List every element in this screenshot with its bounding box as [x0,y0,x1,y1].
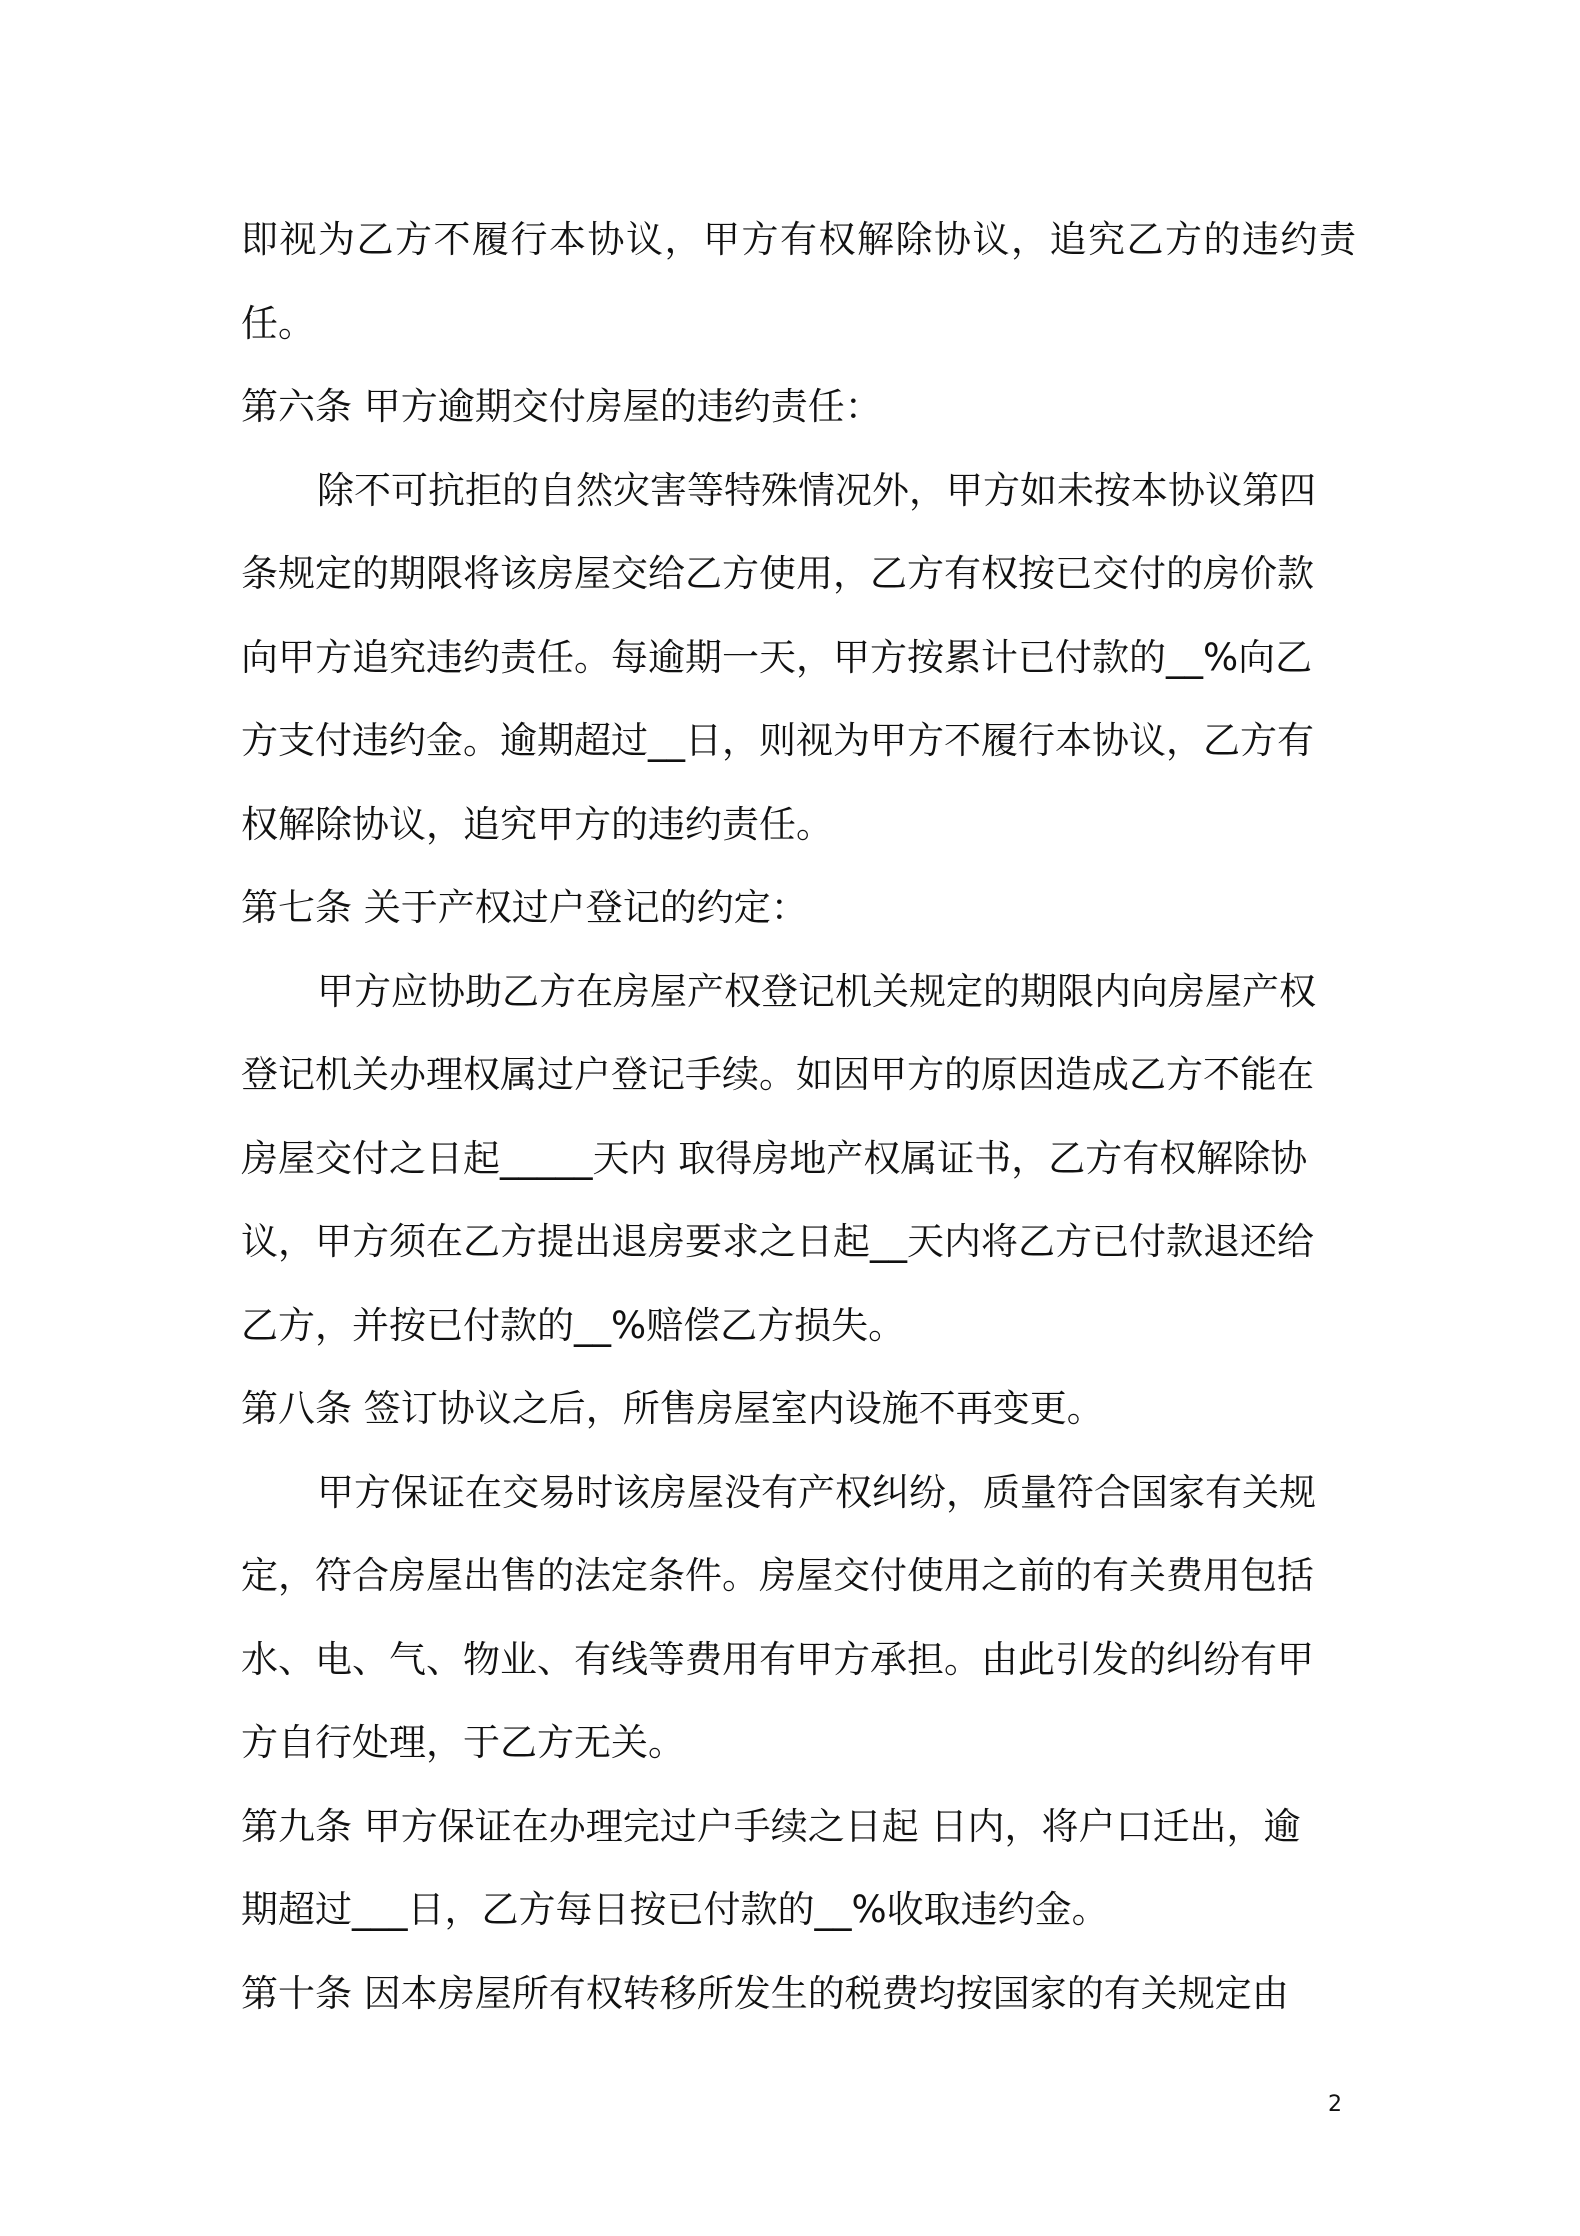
article-heading-9: 第九条 甲方保证在办理完过户手续之日起 日内，将户口迁出，逾 [241,1804,1301,1848]
text-line: 方支付违约金。逾期超过__日，则视为甲方不履行本协议，乙方有 [241,719,1314,762]
article-heading-8: 第八条 签订协议之后，所售房屋室内设施不再变更。 [241,1387,1104,1430]
text-line: 期超过___日，乙方每日按已付款的__%收取违约金。 [241,1888,1109,1931]
text-line: 任。 [241,301,315,345]
page-number: 2 [1328,2092,1342,2117]
text-line: 甲方保证在交易时该房屋没有产权纠纷，质量符合国家有关规 [317,1470,1316,1514]
article-heading-7: 第七条 关于产权过户登记的约定： [241,886,808,929]
text-line: 条规定的期限将该房屋交给乙方使用，乙方有权按已交付的房价款 [241,552,1314,595]
article-heading-10: 第十条 因本房屋所有权转移所发生的税费均按国家的有关规定由 [241,1971,1289,2015]
document-body [241,198,1358,2035]
text-line: 方自行处理，于乙方无关。 [241,1721,685,1764]
text-line: 水、电、气、物业、有线等费用有甲方承担。由此引发的纠纷有甲 [241,1637,1314,1681]
text-line: 定，符合房屋出售的法定条件。房屋交付使用之前的有关费用包括 [241,1554,1314,1597]
article-heading-6: 第六条 甲方逾期交付房屋的违约责任： [241,385,882,428]
text-line: 议，甲方须在乙方提出退房要求之日起__天内将乙方已付款退还给 [241,1220,1314,1263]
text-line: 向甲方追究违约责任。每逾期一天，甲方按累计已付款的__%向乙 [241,635,1313,679]
text-line: 权解除协议，追究甲方的违约责任。 [241,802,833,846]
text-line: 甲方应协助乙方在房屋产权登记机关规定的期限内向房屋产权 [317,969,1316,1013]
text-line: 登记机关办理权属过户登记手续。如因甲方的原因造成乙方不能在 [241,1053,1314,1096]
text-line: 房屋交付之日起_____天内 取得房地产权属证书，乙方有权解除协 [241,1136,1308,1180]
text-line: 即视为乙方不履行本协议，甲方有权解除协议，追究乙方的违约责 [241,218,1358,261]
text-line: 乙方，并按已付款的__%赔偿乙方损失。 [241,1303,906,1347]
text-line: 除不可抗拒的自然灾害等特殊情况外，甲方如未按本协议第四 [317,468,1316,512]
